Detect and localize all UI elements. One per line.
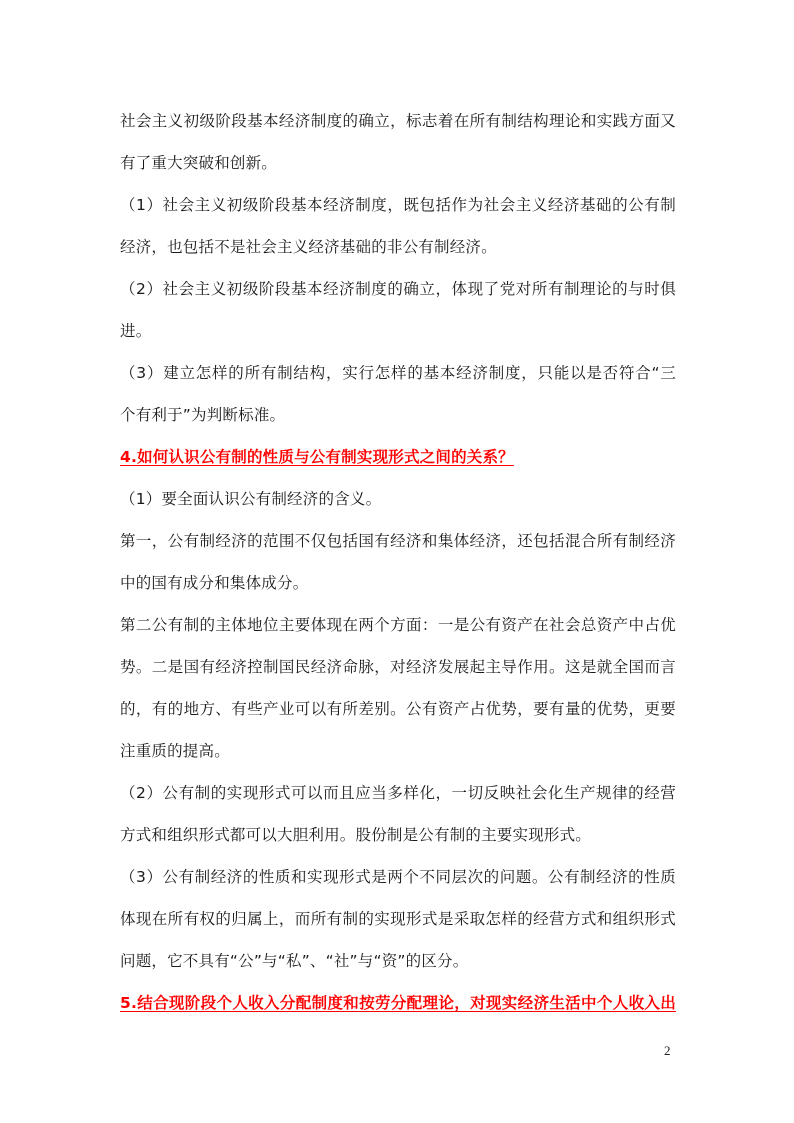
paragraph-line: 社会主义初级阶段基本经济制度的确立，标志着在所有制结构理论和实践方面又 bbox=[120, 112, 676, 130]
paragraph-line: 个有利于”为判断标准。 bbox=[120, 406, 286, 424]
paragraph-line: 势。二是国有经济控制国民经济命脉，对经济发展起主导作用。这是就全国而言 bbox=[120, 658, 676, 676]
paragraph-line: 第二公有制的主体地位主要体现在两个方面：一是公有资产在社会总资产中占优 bbox=[120, 616, 676, 634]
paragraph-line: （3）建立怎样的所有制结构，实行怎样的基本经济制度，只能以是否符合“三 bbox=[120, 364, 676, 382]
paragraph-line: 体现在所有权的归属上，而所有制的实现形式是采取怎样的经营方式和组织形式 bbox=[120, 910, 676, 928]
document-body bbox=[120, 100, 676, 1024]
paragraph-line: 中的国有成分和集体成分。 bbox=[120, 574, 309, 592]
paragraph-line: 问题，它不具有“公”与“私”、“社”与“资”的区分。 bbox=[120, 952, 469, 970]
paragraph-line: 进。 bbox=[120, 322, 152, 340]
paragraph-line: 第一，公有制经济的范围不仅包括国有经济和集体经济，还包括混合所有制经济 bbox=[120, 532, 676, 550]
paragraph-line: 有了重大突破和创新。 bbox=[120, 154, 278, 172]
section-heading: 4.如何认识公有制的性质与公有制实现形式之间的关系？ bbox=[120, 448, 514, 466]
paragraph-line: 的，有的地方、有些产业可以有所差别。公有资产占优势，要有量的优势，更要 bbox=[120, 700, 676, 718]
paragraph-line: （2）公有制的实现形式可以而且应当多样化，一切反映社会化生产规律的经营 bbox=[120, 784, 676, 802]
paragraph-line: （2）社会主义初级阶段基本经济制度的确立，体现了党对所有制理论的与时俱 bbox=[120, 280, 676, 298]
paragraph-line: （1）社会主义初级阶段基本经济制度，既包括作为社会主义经济基础的公有制 bbox=[120, 196, 676, 214]
paragraph-line: （3）公有制经济的性质和实现形式是两个不同层次的问题。公有制经济的性质 bbox=[120, 868, 676, 886]
page-number: 2 bbox=[664, 1043, 671, 1058]
paragraph-line: 经济，也包括不是社会主义经济基础的非公有制经济。 bbox=[120, 238, 497, 256]
paragraph-line: （1）要全面认识公有制经济的含义。 bbox=[120, 490, 382, 508]
paragraph-line: 注重质的提高。 bbox=[120, 742, 230, 760]
section-heading: 5.结合现阶段个人收入分配制度和按劳分配理论，对现实经济生活中个人收入出 bbox=[120, 994, 676, 1012]
paragraph-line: 方式和组织形式都可以大胆利用。股份制是公有制的主要实现形式。 bbox=[120, 826, 592, 844]
